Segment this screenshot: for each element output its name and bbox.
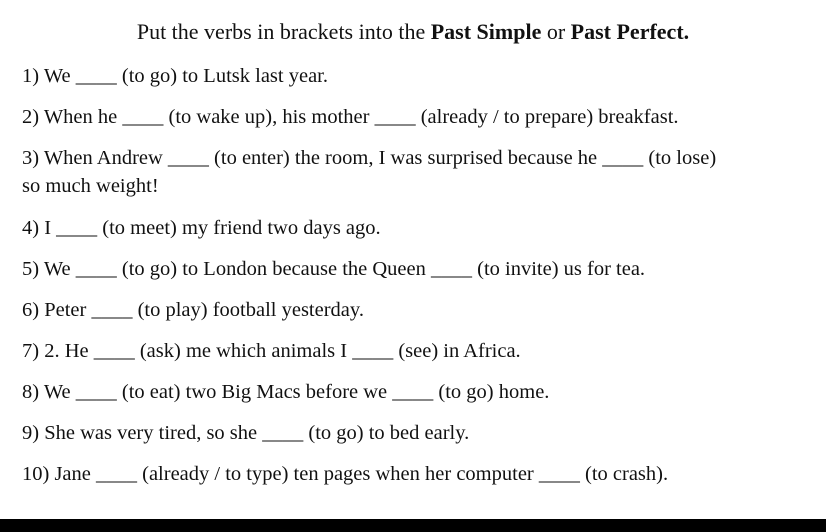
exercise-3: 3) When Andrew ____ (to enter) the room, I was surprised because he ____ (to lose) <box>22 147 717 169</box>
exercise-10: 10) Jane ____ (already / to type) ten pages when her computer ____ (to crash). <box>22 463 669 485</box>
exercise-2: 2) When he ____ (to wake up), his mother ____ (already / to prepare) breakfast. <box>22 106 679 128</box>
exercise-5: 5) We ____ (to go) to London because the Queen ____ (to invite) us for tea. <box>22 258 646 280</box>
exercise-7: 7) 2. He ____ (ask) me which animals I ____ (see) in Africa. <box>22 340 521 362</box>
exercise-1: 1) We ____ (to go) to Lutsk last year. <box>22 65 328 87</box>
exercise-8: 8) We ____ (to eat) two Big Macs before we ____ (to go) home. <box>22 381 550 403</box>
exercise-6: 6) Peter ____ (to play) football yesterday. <box>22 299 364 321</box>
instructions-middle: or <box>541 19 571 44</box>
exercise-4: 4) I ____ (to meet) my friend two days ago. <box>22 217 381 239</box>
instructions-past-simple: Past Simple <box>430 19 542 44</box>
exercise-9: 9) She was very tired, so she ____ (to go) to bed early. <box>22 422 470 444</box>
exercise-3-continuation: so much weight! <box>22 175 159 197</box>
instructions-past-perfect: Past Perfect. <box>570 19 690 44</box>
exercise-instructions <box>0 18 826 46</box>
instructions-prefix: Put the verbs in brackets into the <box>136 19 431 44</box>
bottom-border <box>0 519 826 532</box>
